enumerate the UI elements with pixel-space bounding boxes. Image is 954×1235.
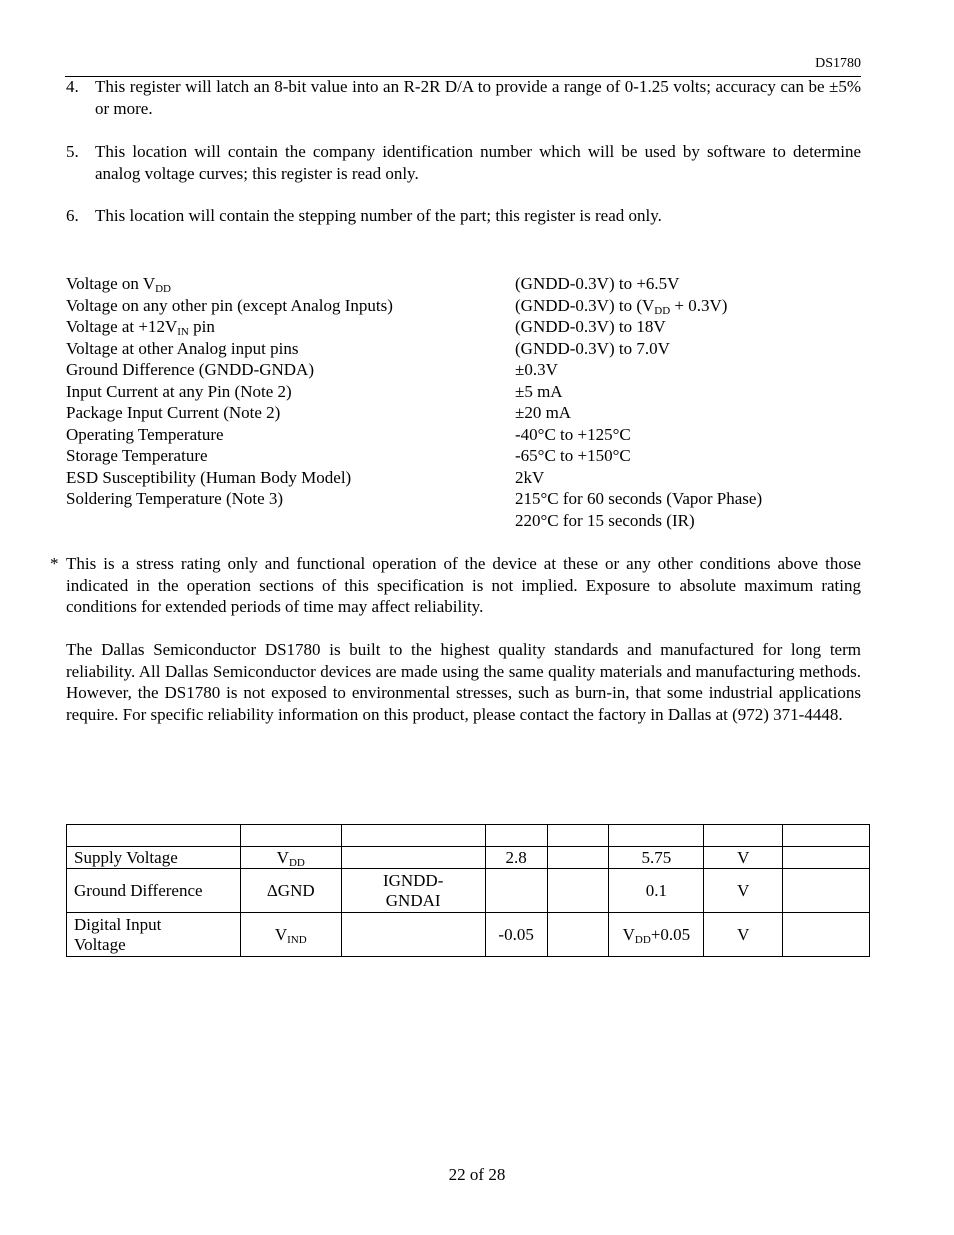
table-header-row [67,825,870,847]
symbol-cell: ΔGND [240,869,341,913]
note-number: 4. [66,77,79,96]
condition-cell [341,847,485,869]
table-row [67,913,870,957]
rating-label: Storage Temperature [66,446,208,465]
notes-cell [783,847,870,869]
rating-label: Voltage on any other pin (except Analog Inputs) [66,295,393,315]
stress-note-marker: * [50,554,59,573]
note-text: This location will contain the company identification number which will be used by software to determine analog voltage curves; this register is read only. [95,142,861,183]
table-cell [609,825,704,847]
rating-label: ESD Susceptibility (Human Body Model) [66,467,352,487]
notes-cell [783,913,870,957]
table-cell [547,825,609,847]
rating-label: Input Current at any Pin (Note 2) [66,381,292,401]
document-id: DS1780 [815,56,861,71]
condition-cell: IGNDD-GNDAI [341,869,485,913]
rating-value: ±0.3V [515,360,558,379]
page-number: 22 of 28 [448,1165,506,1184]
rating-label: Voltage on $V_{DD}$ [66,274,171,295]
rating-value: ±5 mA [515,381,563,401]
rating-label: Ground Difference (GNDD-GNDA) [66,360,314,379]
rating-value: -65°C to +150°C [515,446,631,465]
rating-label: Package Input Current (Note 2) [66,403,281,422]
table-cell [67,825,241,847]
rating-value: (GNDD-0.3V) to +6.5V [515,274,680,293]
max-cell: 5.75 [609,847,704,869]
table-cell [240,825,341,847]
ratings-values [515,273,762,531]
units-cell: V [704,913,783,957]
rating-label: Voltage at other Analog input pins [66,338,299,358]
note-5 [66,141,861,184]
typ-cell [547,869,609,913]
note-text: This location will contain the stepping number of the part; this register is read only. [95,206,662,225]
reliability-paragraph: The Dallas Semiconductor DS1780 is built to the highest quality standards and manufactured for long term reliability. All Dallas Semiconductor devices are made using the same quality materials and manufacturing methods. However, the DS1780 is not exposed to environmental stresses, such as burn-in, that some industrial applications require. For specific reliability information on this product, please contact the factory in Dallas at (972) 371-4448. [66,640,861,724]
recommended-conditions-table [66,824,870,957]
note-6 [66,205,861,227]
units-cell: V [704,847,783,869]
ratings-labels [66,273,393,510]
min-cell: 2.8 [485,847,547,869]
max-cell: 0.1 [609,869,704,913]
table-cell [485,825,547,847]
table-cell [341,825,485,847]
table-row [67,869,870,913]
rating-label: Operating Temperature [66,424,224,444]
rating-value: -40°C to +125°C [515,424,631,444]
note-number: 6. [66,206,79,225]
param-cell: Ground Difference [67,869,241,913]
table-cell [704,825,783,847]
rating-value: 2kV [515,467,545,487]
note-4 [66,76,861,119]
rating-value: 215°C for 60 seconds (Vapor Phase) [515,489,763,508]
units-cell: V [704,869,783,913]
condition-cell [341,913,485,957]
rating-value: (GNDD-0.3V) to 18V [515,317,666,336]
table-row [67,847,870,869]
stress-note-text: This is a stress rating only and functional operation of the device at these or any other conditions above those indicated in the operation sections of this specification is not implied. Exposure to absolute maximum rating conditions for extended periods of time may affect reliability. [66,554,861,616]
min-cell: -0.05 [485,913,547,957]
typ-cell [547,913,609,957]
rating-value: (GNDD-0.3V) to $(V_{DD} + 0.3V)$ [515,295,728,317]
rating-value: ±20 mA [515,403,572,422]
rating-value: (GNDD-0.3V) to 7.0V [515,338,670,358]
notes-cell [783,869,870,913]
rating-value: 220°C for 15 seconds (IR) [515,510,695,530]
note-number: 5. [66,142,79,161]
symbol-cell: $V_{IND}$ [240,913,341,957]
table-cell [783,825,870,847]
min-cell [485,869,547,913]
note-text: This register will latch an 8-bit value into an R-2R D/A to provide a range of 0-1.25 volts; accuracy can be ±5% or more. [95,77,861,118]
param-cell: Digital Input Voltage [67,913,241,957]
param-cell: Supply Voltage [67,847,241,869]
symbol-cell: $V_{DD}$ [240,847,341,869]
rating-label: Soldering Temperature (Note 3) [66,489,284,508]
typ-cell [547,847,609,869]
rating-label: Voltage at $+12V_{IN}$ pin [66,317,215,338]
max-cell: $V_{DD}+0.05$ [609,913,704,957]
